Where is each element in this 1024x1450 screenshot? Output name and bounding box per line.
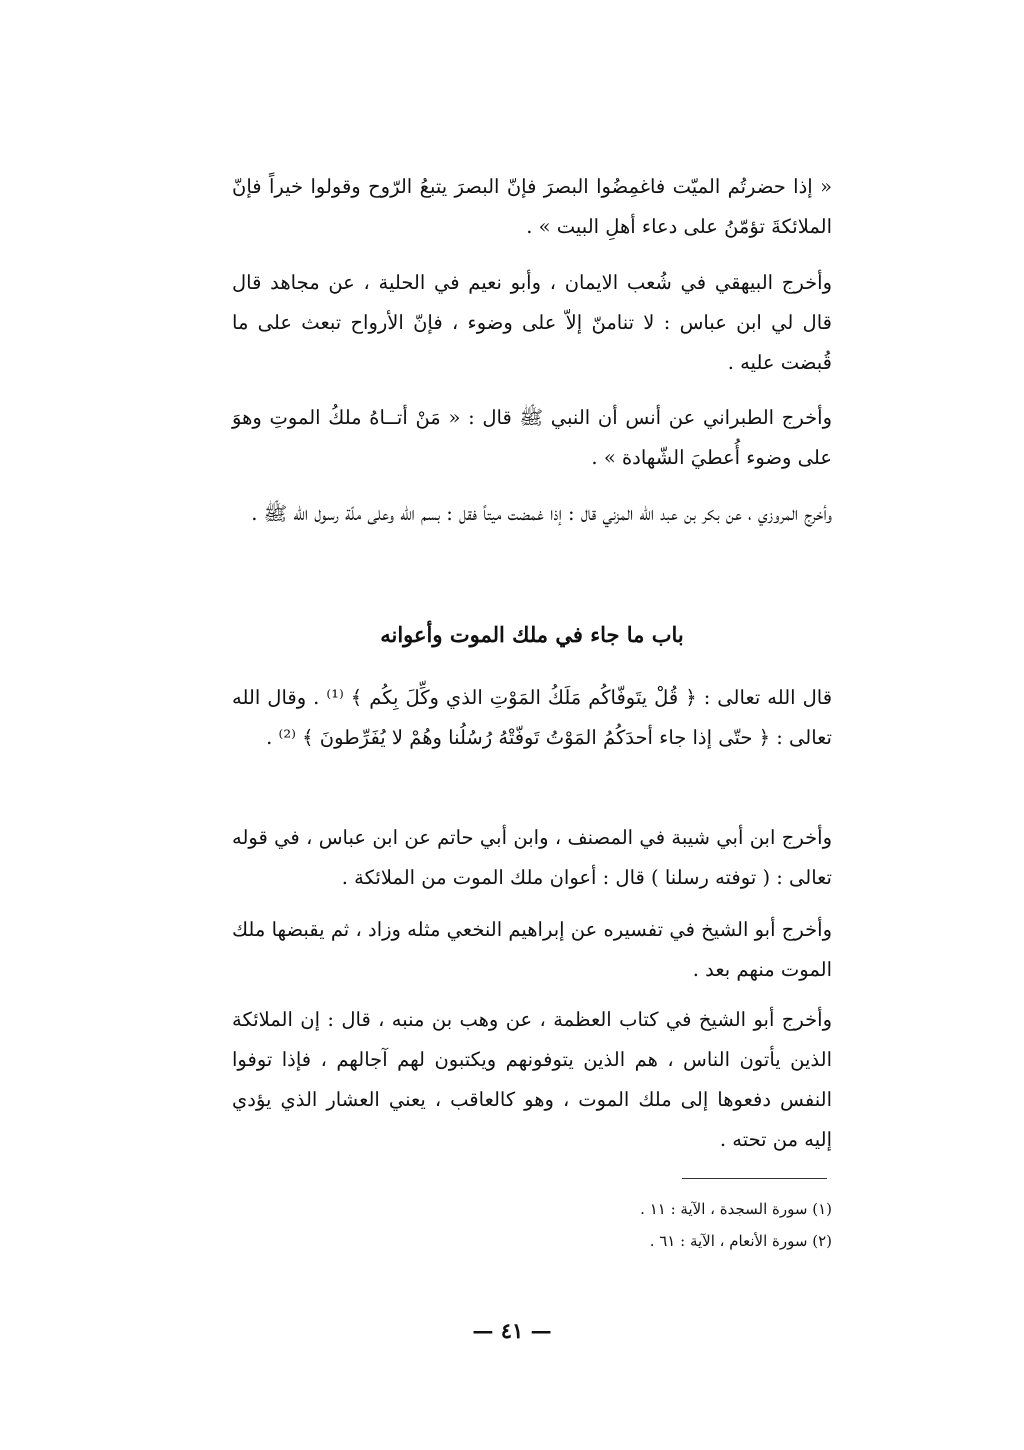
chapter-heading: باب ما جاء في ملك الموت وأعوانه	[380, 622, 684, 647]
paragraph-abu-al-shaykh-tafsir: وأخرج أبو الشيخ في تفسيره عن إبراهيم النخعي مثله وزاد ، ثم يقبضها ملك الموت منهم بعد .	[232, 918, 832, 981]
paragraph-quran-verses: قال الله تعالى : ﴿ قُلْ يتَوفّاكُم مَلَكُ المَوْتِ الذي وكِّلَ بِكُم ﴾ ⁽¹⁾ . وقال الله تعالى : ﴿ حتّى إذا جاء أحدَكُمُ المَوْتُ تَوفّتْهُ رُسُلُنا وهُمْ لا يُفَرِّطونَ ﴾ ⁽²⁾ .	[232, 686, 833, 749]
paragraph-wahb-ibn-munabbih: وأخرج أبو الشيخ في كتاب العظمة ، عن وهب بن منبه ، قال : إن الملائكة الذين يأتون الناس ، هم الذين يتوفونهم ويكتبون لهم آجالهم ، فإذا توفوا النفس دفعوها إلى ملك الموت ، وهو كالعاقب ، يعني العشار الذي يؤدي إليه من تحته .	[232, 1008, 832, 1151]
paragraph-bayhaqi: وأخرج البيهقي في شُعب الايمان ، وأبو نعيم في الحلية ، عن مجاهد قال قال لي ابن عباس : لا تنامنّ إلاّ على وضوء ، فإنّ الأرواح تبعث على ما قُبضت عليه .	[232, 271, 832, 374]
paragraph-marwazi: وأخرج المروزي ، عن بكر بن عبد الله المزني قال : إذا غمضت ميتاً فقل : بسم الله وعلى ملّة رسول الله ﷺ .	[251, 502, 832, 525]
footnote-divider	[682, 1178, 827, 1179]
page-number: — ٤١ —	[472, 1318, 552, 1343]
footnote-1: (١) سورة السجدة ، الآية : ١١ .	[640, 1200, 832, 1218]
paragraph-ibn-abi-shaybah: وأخرج ابن أبي شيبة في المصنف ، وابن أبي حاتم عن ابن عباس ، في قوله تعالى : ( توفته رسلنا ) قال : أعوان ملك الموت من الملائكة .	[232, 826, 832, 889]
quote-paragraph: « إذا حضرتُم الميّت فاغمِضُوا البصرَ فإنّ البصرَ يتبعُ الرّوح وقولوا خيراً فإنّ الملائكةَ تؤمّنُ على دعاء أهلِ البيت » .	[232, 175, 832, 238]
paragraph-tabarani: وأخرج الطبراني عن أنس أن النبي ﷺ قال : « مَنْ أتــاهُ ملكُ الموتِ وهوَ على وضوء أُعطيَ الشّهادة » .	[232, 406, 832, 469]
footnote-2: (٢) سورة الأنعام ، الآية : ٦١ .	[649, 1232, 832, 1250]
